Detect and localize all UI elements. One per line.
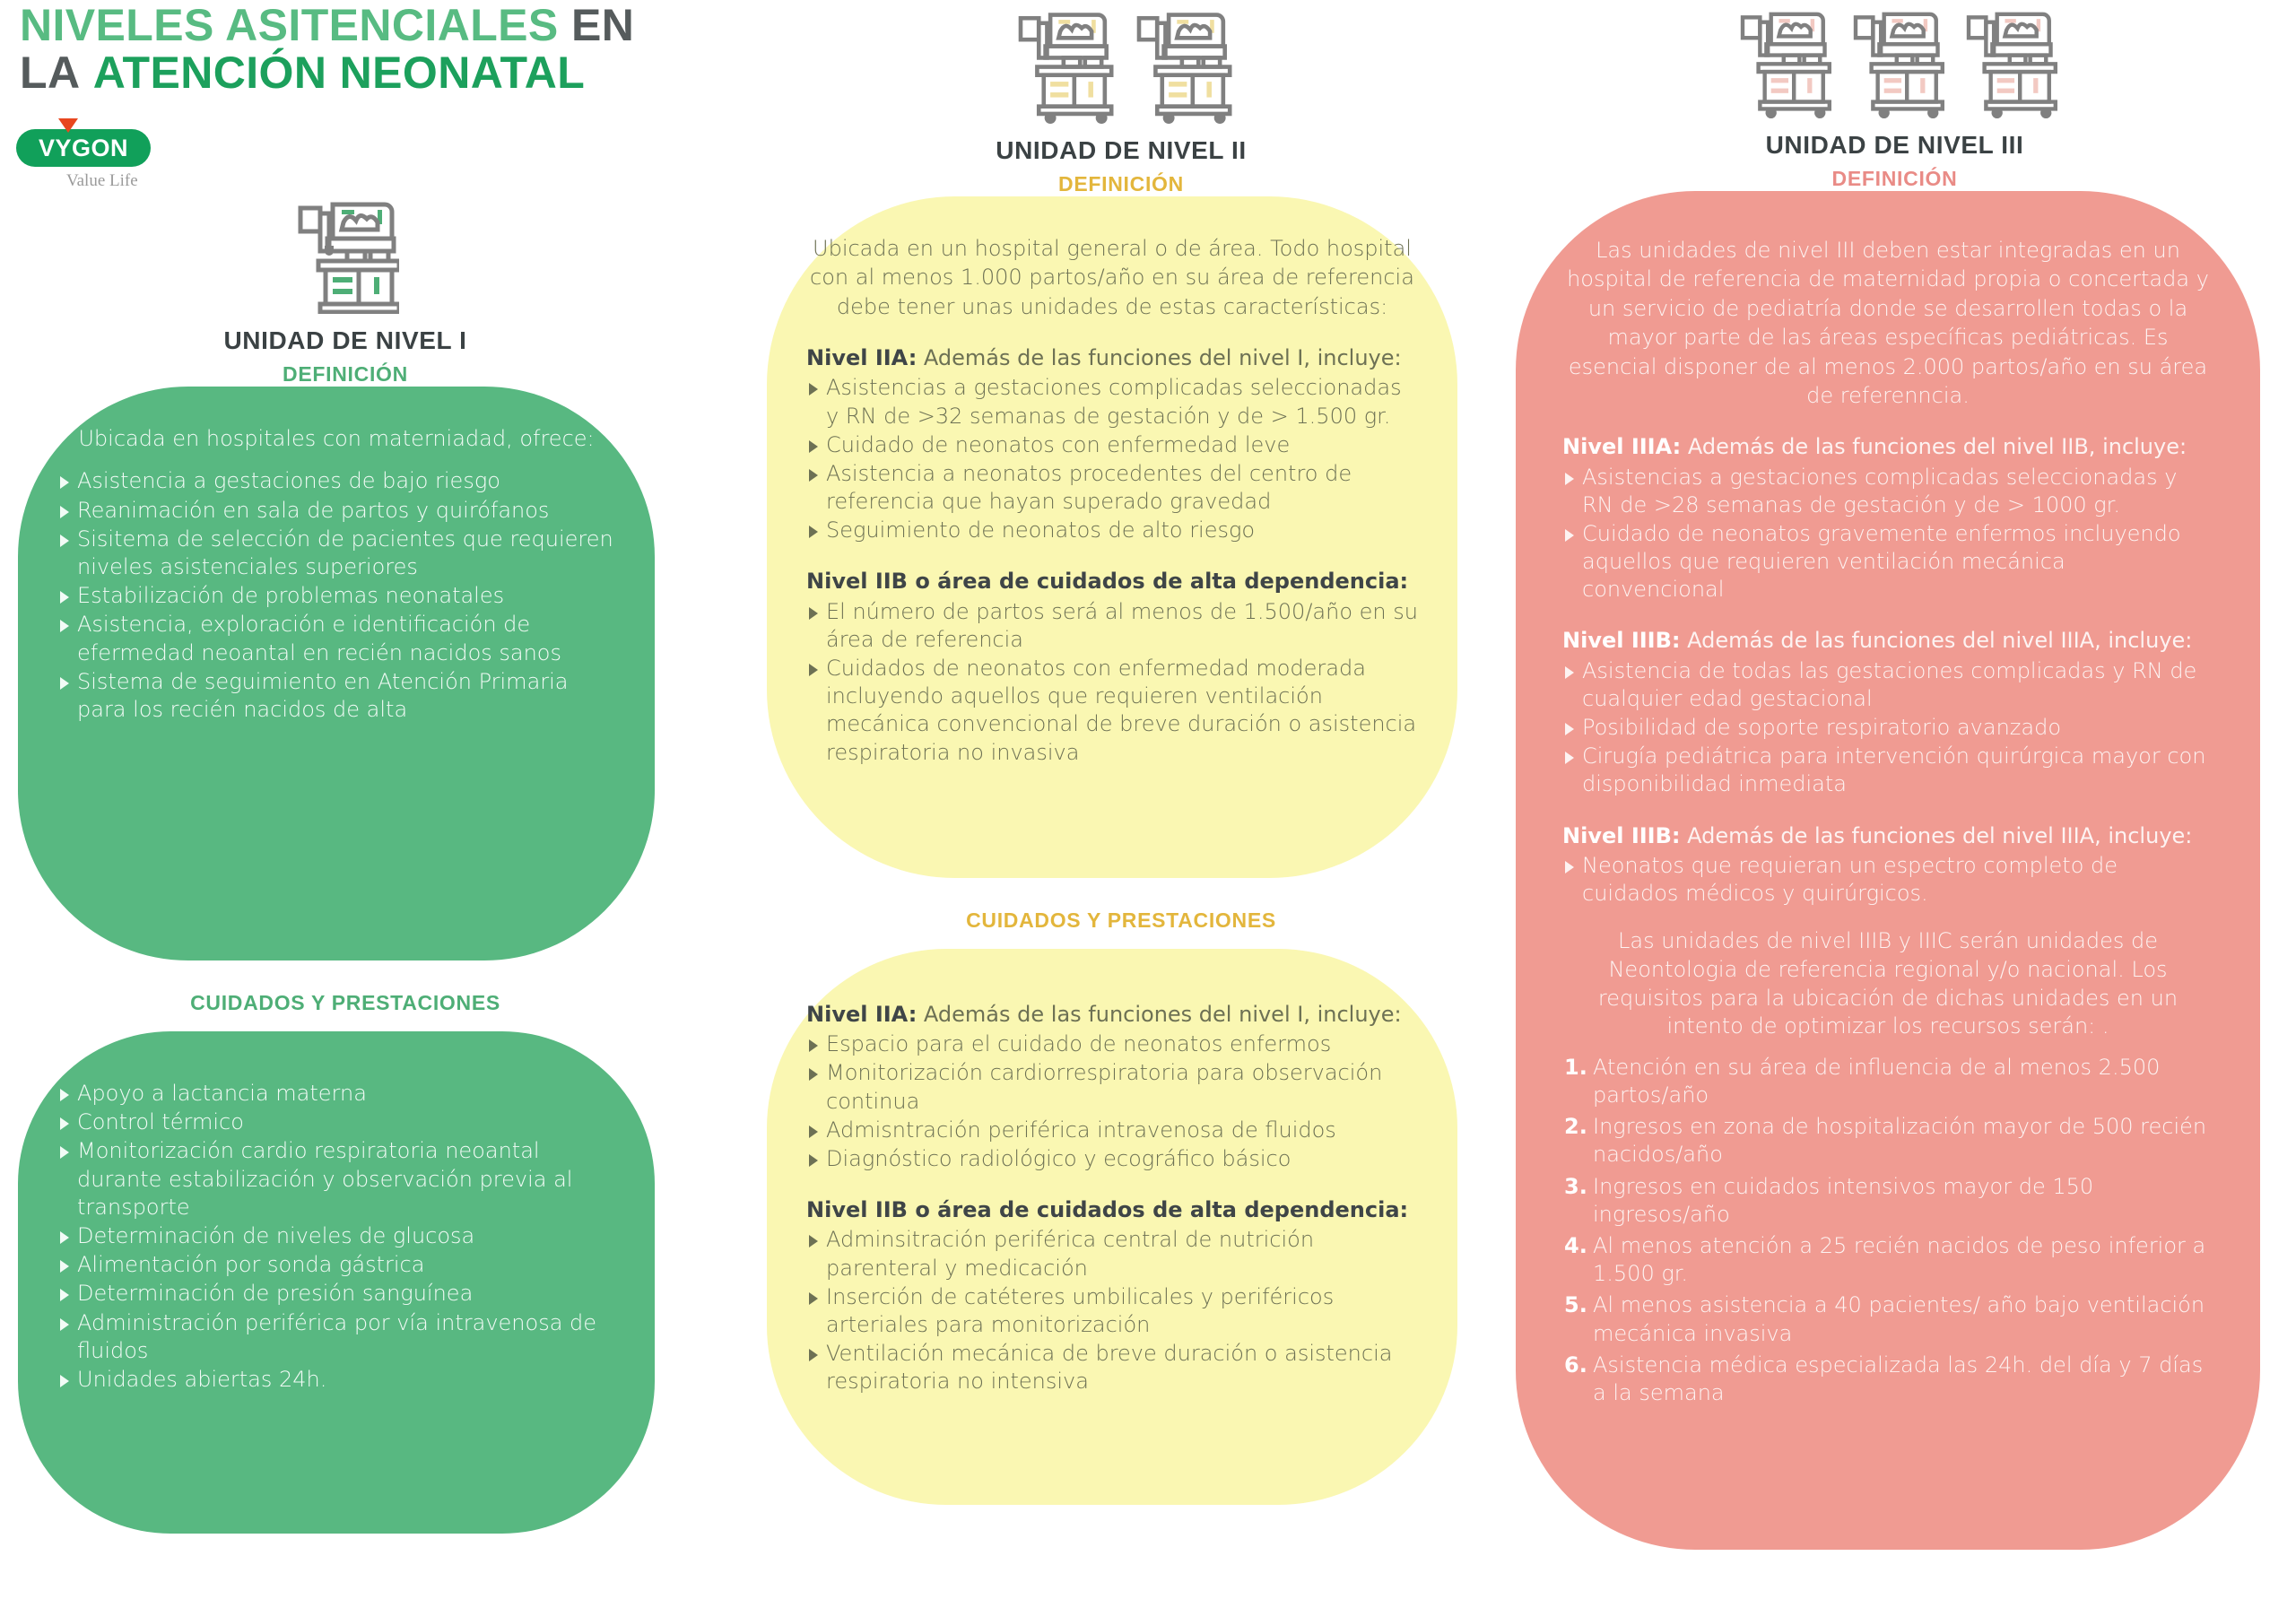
level3-group-head-2 [1562,822,2213,850]
title-line-1 [20,2,764,49]
level2-care-head-1 [806,1196,1418,1224]
level3-group-bold-1: Nivel IIIB: [1562,628,1681,654]
list-item: Asistencia de todas las gestaciones complicadas y RN de cualquier edad gestacional [1562,657,2213,713]
incubator-icon [1845,0,1945,118]
level3-numbered-list [1562,1054,2213,1407]
list-item: Asistencias a gestaciones complicadas seleccionadas y RN de >32 semanas de gestación y de > 1.500 gr. [806,374,1418,430]
level3-group-rest-1: Además de las funciones del nivel IIIA, incluye: [1680,628,2193,654]
level3-group-bold-0: Nivel IIIA: [1562,434,1682,460]
level2-care-label: CUIDADOS Y PRESTACIONES [966,908,1276,932]
level3-group-head-1 [1562,627,2213,655]
level3-group-list-0 [1562,464,2213,604]
level2-care-bold-0: Nivel IIA: [806,1002,918,1027]
incubator-icon [291,188,399,314]
level1-care-label: CUIDADOS Y PRESTACIONES [190,991,500,1014]
list-item: Control térmico [57,1108,615,1136]
level1-care-card [18,1031,655,1534]
level3-definition-card [1516,191,2260,1550]
level3-icon-row [1516,0,2274,118]
list-item: Inserción de catéteres umbilicales y periféricos arteriales para monitorización [806,1283,1418,1339]
level2-care-head-0 [806,1001,1418,1029]
title-part-atencion: ATENCIÓN NEONATAL [92,48,586,98]
list-item: Sisitema de selección de pacientes que requieren niveles asistenciales superiores [57,526,615,581]
list-item: Asistencia a gestaciones de bajo riesgo [57,467,615,495]
level2-group-head-1 [806,568,1418,595]
list-item: Neonatos que requieran un espectro completo de cuidados médicos y quirúrgicos. [1562,852,2213,908]
level2-group-bold-0: Nivel IIA: [806,345,918,371]
list-item: Cuidado de neonatos gravemente enfermos incluyendo aquellos que requieren ventilación mecánica convencional [1562,520,2213,604]
list-item: Espacio para el cuidado de neonatos enfermos [806,1030,1418,1058]
incubator-icon [1127,0,1233,124]
level3-header: UNIDAD DE NIVEL III [1765,131,2024,159]
vygon-logo [16,129,169,191]
level1-icon-row [18,188,673,314]
level3-intro: Las unidades de nivel III deben estar integradas en un hospital de referencia de maternidad propia o concertada y un servicio de pediatría donde se desarrollen todas o la mayor parte de las áreas específicas pediátricas. Es esencial disponer de al menos 2.000 partos/año en su área de referenncia. [1567,238,2209,408]
incubator-icon [1958,0,2058,118]
title-part-en: EN [570,0,635,50]
list-item: Asistencia a neonatos procedentes del centro de referencia que hayan superado gravedad [806,460,1418,516]
level2-definition-label: DEFINICIÓN [1058,172,1184,196]
level2-care-list-0 [806,1030,1418,1173]
list-item: Determinación de presión sanguínea [57,1280,615,1308]
logo-triangle-icon [58,118,78,133]
level3-group-list-1 [1562,657,2213,799]
level2-header: UNIDAD DE NIVEL II [996,136,1247,164]
list-item: Al menos atención a 25 recién nacidos de peso inferior a 1.500 gr. [1593,1232,2206,1287]
level1-definition-label: DEFINICIÓN [283,362,408,386]
level3-group-rest-0: Además de las funciones del nivel IIB, incluye: [1681,434,2187,460]
level1-care-list [57,1080,615,1394]
level2-intro: Ubicada en un hospital general o de área. Todo hospital con al menos 1.000 partos/año en su área de referencia debe tener unas unidades de estas características: [810,236,1414,319]
level1-bullet-list [57,467,615,724]
list-item: Determinación de niveles de glucosa [57,1222,615,1250]
list-item: Ingresos en cuidados intensivos mayor de 150 ingresos/año [1593,1173,2094,1227]
list-item: Adminsitración periférica central de nutrición parenteral y medicación [806,1226,1418,1282]
list-item: Unidades abiertas 24h. [57,1366,615,1394]
list-item: Estabilización de problemas neonatales [57,582,615,610]
list-item: Monitorización cardiorrespiratoria para observación continua [806,1059,1418,1115]
level2-care-rest-0: Además de las funciones del nivel I, incluye: [917,1002,1402,1027]
level2-group-rest-0: Además de las funciones del nivel I, incluye: [917,345,1402,371]
list-item: Sistema de seguimiento en Atención Primaria para los recién nacidos de alta [57,668,615,724]
list-item: Posibilidad de soporte respiratorio avanzado [1562,714,2213,742]
logo-tagline: Value Life [66,171,138,190]
level3-group-list-2 [1562,852,2213,908]
level3-definition-label: DEFINICIÓN [1831,167,1958,190]
list-item: Cirugía pediátrica para intervención quirúrgica mayor con disponibilidad inmediata [1562,743,2213,798]
list-item: Atención en su área de influencia de al menos 2.500 partos/año [1593,1054,2161,1108]
level1-header: UNIDAD DE NIVEL I [223,326,467,354]
level2-care-list-1 [806,1226,1418,1395]
level3-closing: Las unidades de nivel IIIB y IIIC serán unidades de Neontologia de referencia regional y/o nacional. Los requisitos para la ubicación de dichas unidades en un intento de optimizar los recursos serán: . [1597,928,2179,1039]
title-part-la: LA [20,48,81,98]
list-item: El número de partos será al menos de 1.500/año en su área de referencia [806,598,1418,654]
list-item: Cuidados de neonatos con enfermedad moderada incluyendo aquellos que requieren ventilación mecánica convencional de breve duración o asistencia respiratoria no invasiva [806,655,1418,767]
list-item: Alimentación por sonda gástrica [57,1251,615,1279]
level3-group-head-0 [1562,433,2213,461]
incubator-icon [1732,0,1832,118]
list-item: Reanimación en sala de partos y quirófanos [57,497,615,525]
logo-pill [16,129,151,167]
list-item: Monitorización cardio respiratoria neoantal durante estabilización y observación previa al transporte [57,1137,615,1221]
title-line-2 [20,49,764,97]
title-part-niveles: NIVELES ASITENCIALES [20,0,559,50]
level2-icon-row [767,0,1475,124]
level2-definition-card [767,196,1457,878]
level2-group-list-1 [806,598,1418,767]
list-item: Asistencias a gestaciones complicadas seleccionadas y RN de >28 semanas de gestación y de > 1000 gr. [1562,464,2213,519]
level2-group-list-0 [806,374,1418,544]
list-item: Diagnóstico radiológico y ecográfico básico [806,1145,1418,1173]
list-item: Ingresos en zona de hospitalización mayor de 500 recién nacidos/año [1593,1114,2207,1168]
level2-group-bold-1: Nivel IIB o área de cuidados de alta dependencia: [806,569,1409,595]
list-item: Admisntración periférica intravenosa de fluidos [806,1117,1418,1144]
list-item: Asistencia médica especializada las 24h. del día y 7 días a la semana [1593,1352,2204,1405]
level1-definition-card [18,387,655,960]
page-title [20,2,764,97]
list-item: Cuidado de neonatos con enfermedad leve [806,431,1418,459]
column-level-3 [1516,0,2274,1550]
list-item: Al menos asistencia a 40 pacientes/ año bajo ventilación mecánica invasiva [1593,1292,2205,1346]
level2-care-bold-1: Nivel IIB o área de cuidados de alta dependencia: [806,1197,1409,1223]
level2-group-head-0 [806,344,1418,372]
list-item: Seguimiento de neonatos de alto riesgo [806,517,1418,544]
incubator-icon [1009,0,1115,124]
level3-group-bold-2: Nivel IIIB: [1562,822,1681,848]
column-level-2 [767,0,1475,1505]
list-item: Ventilación mecánica de breve duración o asistencia respiratoria no intensiva [806,1340,1418,1395]
logo-wordmark: VYGON [38,134,129,161]
level1-intro: Ubicada en hospitales con materniadad, ofrece: [78,426,595,451]
list-item: Apoyo a lactancia materna [57,1080,615,1108]
level2-care-card [767,949,1457,1505]
column-level-1 [18,188,673,1534]
level3-group-rest-2: Además de las funciones del nivel IIIA, incluye: [1680,822,2193,848]
list-item: Asistencia, exploración e identificación de efermedad neoantal en recién nacidos sanos [57,611,615,666]
list-item: Administración periférica por vía intravenosa de fluidos [57,1309,615,1365]
